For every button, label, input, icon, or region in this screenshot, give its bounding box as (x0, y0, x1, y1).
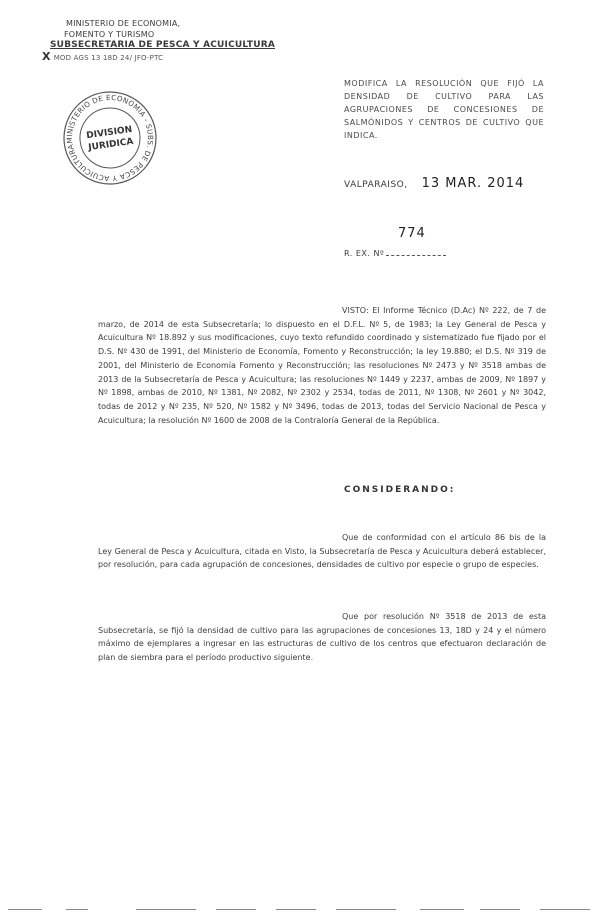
handwritten-x-mark: X (42, 50, 51, 63)
date-stamp: 13 MAR. 2014 (421, 176, 525, 191)
place-date-line (344, 176, 524, 191)
ministry-name: MINISTERIO DE ECONOMIA, (66, 19, 181, 28)
stamp-division-text: DIVISION (85, 124, 133, 142)
resolution-label: R. EX. Nº (344, 249, 385, 258)
reference-code-text: MOD AGS 13 18D 24/ JFO-PTC (53, 54, 164, 62)
ministry-subtitle: FOMENTO Y TURISMO (64, 30, 155, 39)
division-juridica-stamp (54, 82, 167, 195)
stamp-juridica-text: JURIDICA (87, 136, 135, 154)
resolution-label-line (344, 248, 446, 258)
reference-code (42, 51, 275, 64)
svg-text:MINISTERIO DE ECONOMIA - SUBS. (59, 87, 161, 189)
resolution-number: 774 (398, 226, 426, 241)
considerando-paragraph-1: Que de conformidad con el artículo 86 bis de la Ley General de Pesca y Acuicultura, citada en Visto, la Subsecretaría de Pesca y Acuicultura deberá establecer, por resolución, para cada agrupación de concesiones, densidades de cultivo por especie o grupo de especies. (98, 533, 546, 570)
considerando-paragraph-2: Que por resolución Nº 3518 de 2013 de esta Subsecretaría, se fijó la densidad de cultivo para las agrupaciones de concesiones 13, 18D y 24 y el número máximo de ejemplares a ingresar en las estructuras de cultivo de los centros que efectuaron declaración de plan de siembra para el período productivo siguiente. (98, 612, 546, 663)
undersecretariat-name: SUBSECRETARIA DE PESCA Y ACUICULTURA (50, 40, 276, 50)
visto-paragraph: VISTO: El Informe Técnico (D.Ac) Nº 222, de 7 de marzo, de 2014 de esta Subsecretaría; lo dispuesto en el D.F.L. Nº 5, de 1983; la Ley General de Pesca y Acuicultura Nº 18.892 y sus modificaciones, cuyo texto refundido coordinado y sistematizado fue fijado por el D.S. Nº 430 de 1991, del Ministerio de Economía, Fomento y Reconstrucción; la ley 19.880; el D.S. Nº 319 de 2001, del Ministerio de Economía Fomento y Reconstrucción; las resoluciones Nº 2473 y Nº 3518 ambas de 2013 de la Subsecretaría de Pesca y Acuicultura; las resoluciones Nº 1449 y 2237, ambas de 2009, Nº 1897 y Nº 1898, ambas de 2010, Nº 1381, Nº 2082, Nº 2302 y 2534, todas de 2011, Nº 1308, Nº 2601 y Nº 3042, todas de 2012 y Nº 235, Nº 520, Nº 1582 y Nº 3496, todas de 2013, todas del Servicio Nacional de Pesca y Acuicultura; la resolución Nº 1600 de 2008 de la Contraloría General de la República. (98, 306, 546, 425)
considerando-heading: CONSIDERANDO: (344, 485, 456, 495)
page-footer-rule (0, 909, 600, 913)
place-name: VALPARAISO, (344, 180, 408, 190)
stamp-ring-text: MINISTERIO DE ECONOMIA - SUBS. DE PESCA Y ACUICULTURA (64, 92, 156, 184)
letterhead (42, 18, 276, 64)
resolution-number-blank (386, 248, 446, 256)
resolution-subject: MODIFICA LA RESOLUCIÓN QUE FIJÓ LA DENSIDAD DE CULTIVO PARA LAS AGRUPACIONES DE CONCESIONES DE SALMÓNIDOS Y CENTROS DE CULTIVO QUE INDICA. (344, 79, 544, 140)
